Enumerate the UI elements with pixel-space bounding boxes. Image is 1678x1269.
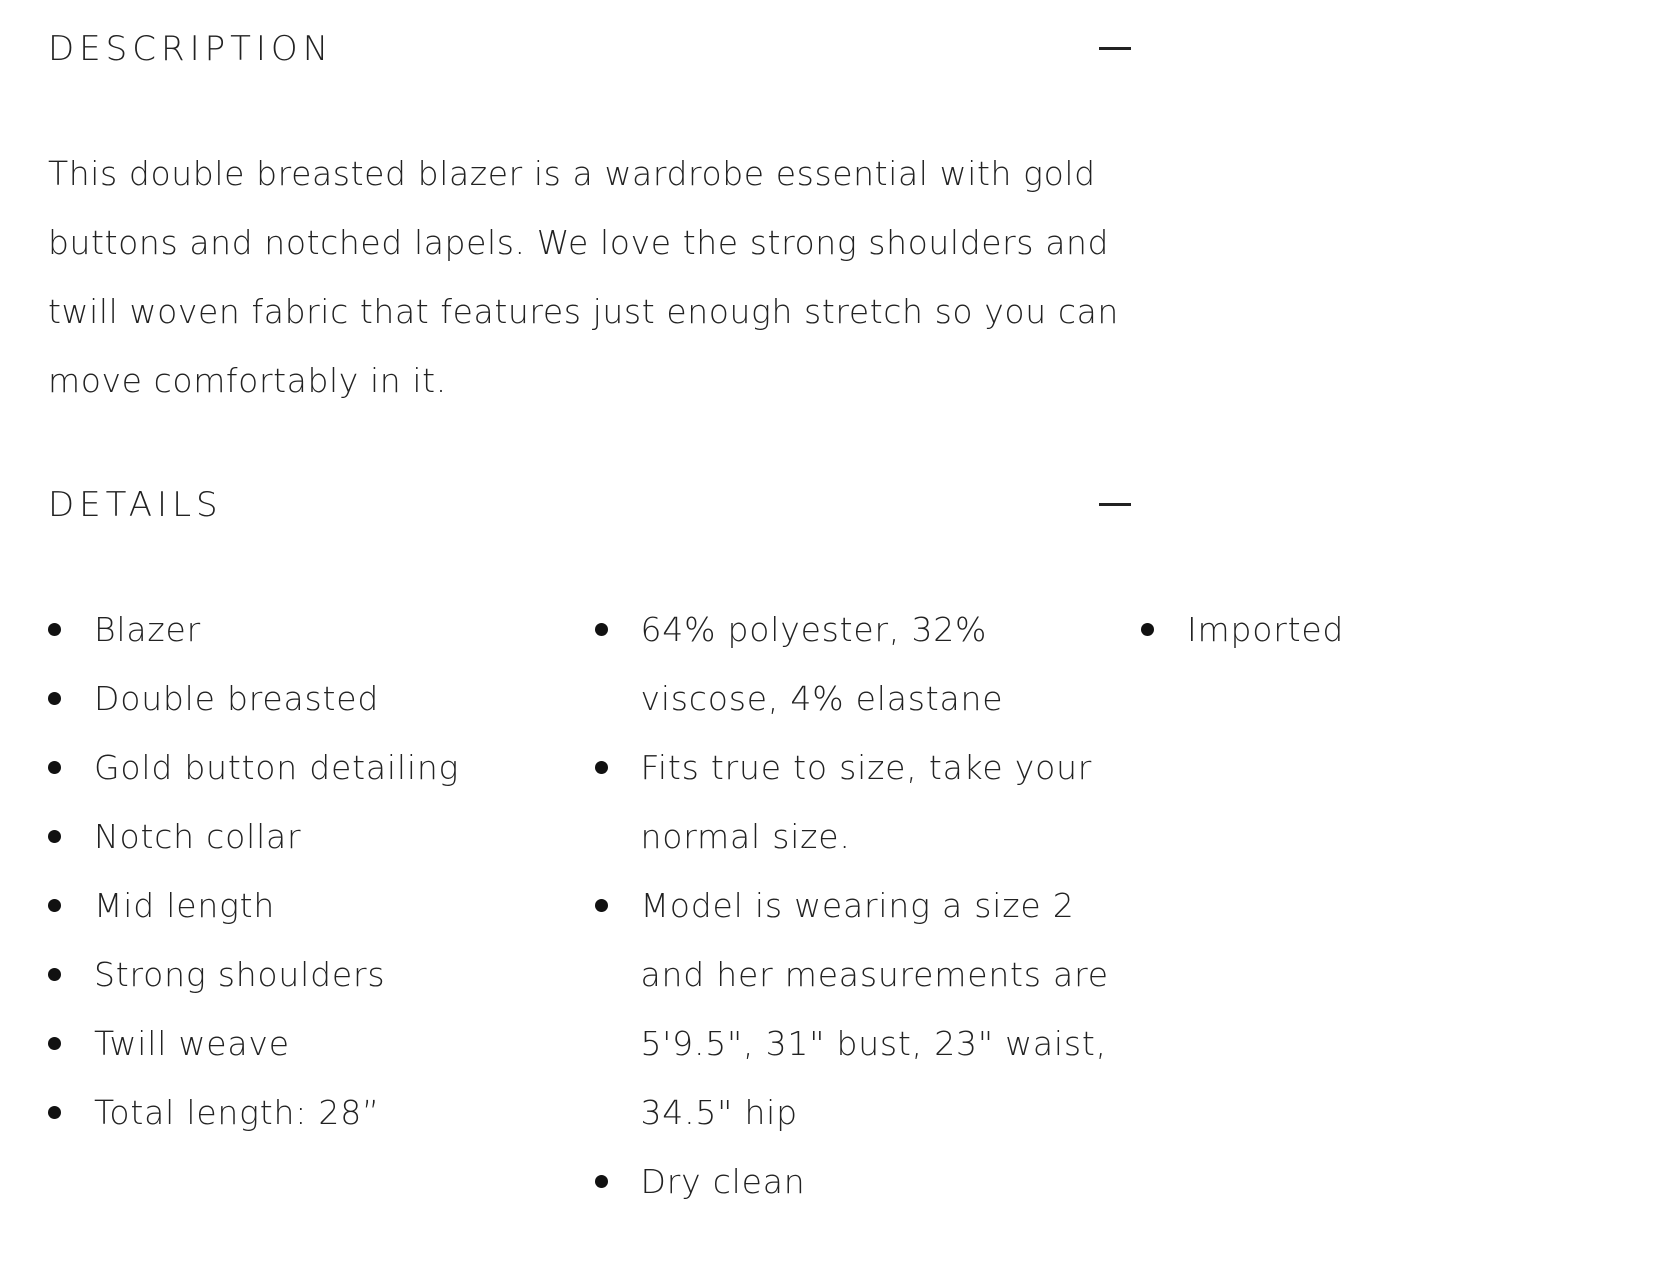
minus-icon[interactable]	[1099, 47, 1131, 50]
details-title: DETAILS	[48, 485, 223, 525]
bullet-icon	[48, 761, 61, 774]
bullet-icon	[595, 1175, 608, 1188]
bullet-icon	[48, 1106, 61, 1119]
list-item: Twill weave	[48, 1009, 585, 1078]
list-item: Mid length	[48, 871, 585, 940]
bullet-icon	[595, 899, 608, 912]
description-body: This double breasted blazer is a wardrobe essential with gold buttons and notched lapels. We love the strong shoulders and twill woven fabric that features just enough stretch so you can move comfortably in it.	[48, 154, 1119, 400]
bullet-icon	[1141, 623, 1154, 636]
list-item: Notch collar	[48, 802, 585, 871]
minus-icon[interactable]	[1099, 503, 1131, 506]
list-item: Fits true to size, take your normal size.	[595, 733, 1132, 871]
bullet-icon	[48, 899, 61, 912]
list-item: Gold button detailing	[48, 733, 585, 802]
list-item: Model is wearing a size 2 and her measurements are 5'9.5", 31" bust, 23" waist, 34.5" hip	[595, 871, 1132, 1147]
bullet-icon	[48, 623, 61, 636]
bullet-icon	[48, 1037, 61, 1050]
bullet-icon	[48, 830, 61, 843]
list-item: Blazer	[48, 595, 585, 664]
list-item: Total length: 28”	[48, 1078, 585, 1147]
bullet-icon	[595, 761, 608, 774]
description-title: DESCRIPTION	[48, 29, 334, 69]
list-item: Imported	[1141, 595, 1678, 664]
list-item: 64% polyester, 32% viscose, 4% elastane	[595, 595, 1132, 733]
details-list	[48, 595, 1345, 1235]
list-item: Strong shoulders	[48, 940, 585, 1009]
bullet-icon	[48, 692, 61, 705]
list-item: Double breasted	[48, 664, 585, 733]
bullet-icon	[595, 623, 608, 636]
bullet-icon	[48, 968, 61, 981]
list-item: Dry clean	[595, 1147, 1132, 1216]
details-accordion-header[interactable]	[48, 475, 1131, 535]
description-accordion-header[interactable]	[48, 19, 1131, 79]
